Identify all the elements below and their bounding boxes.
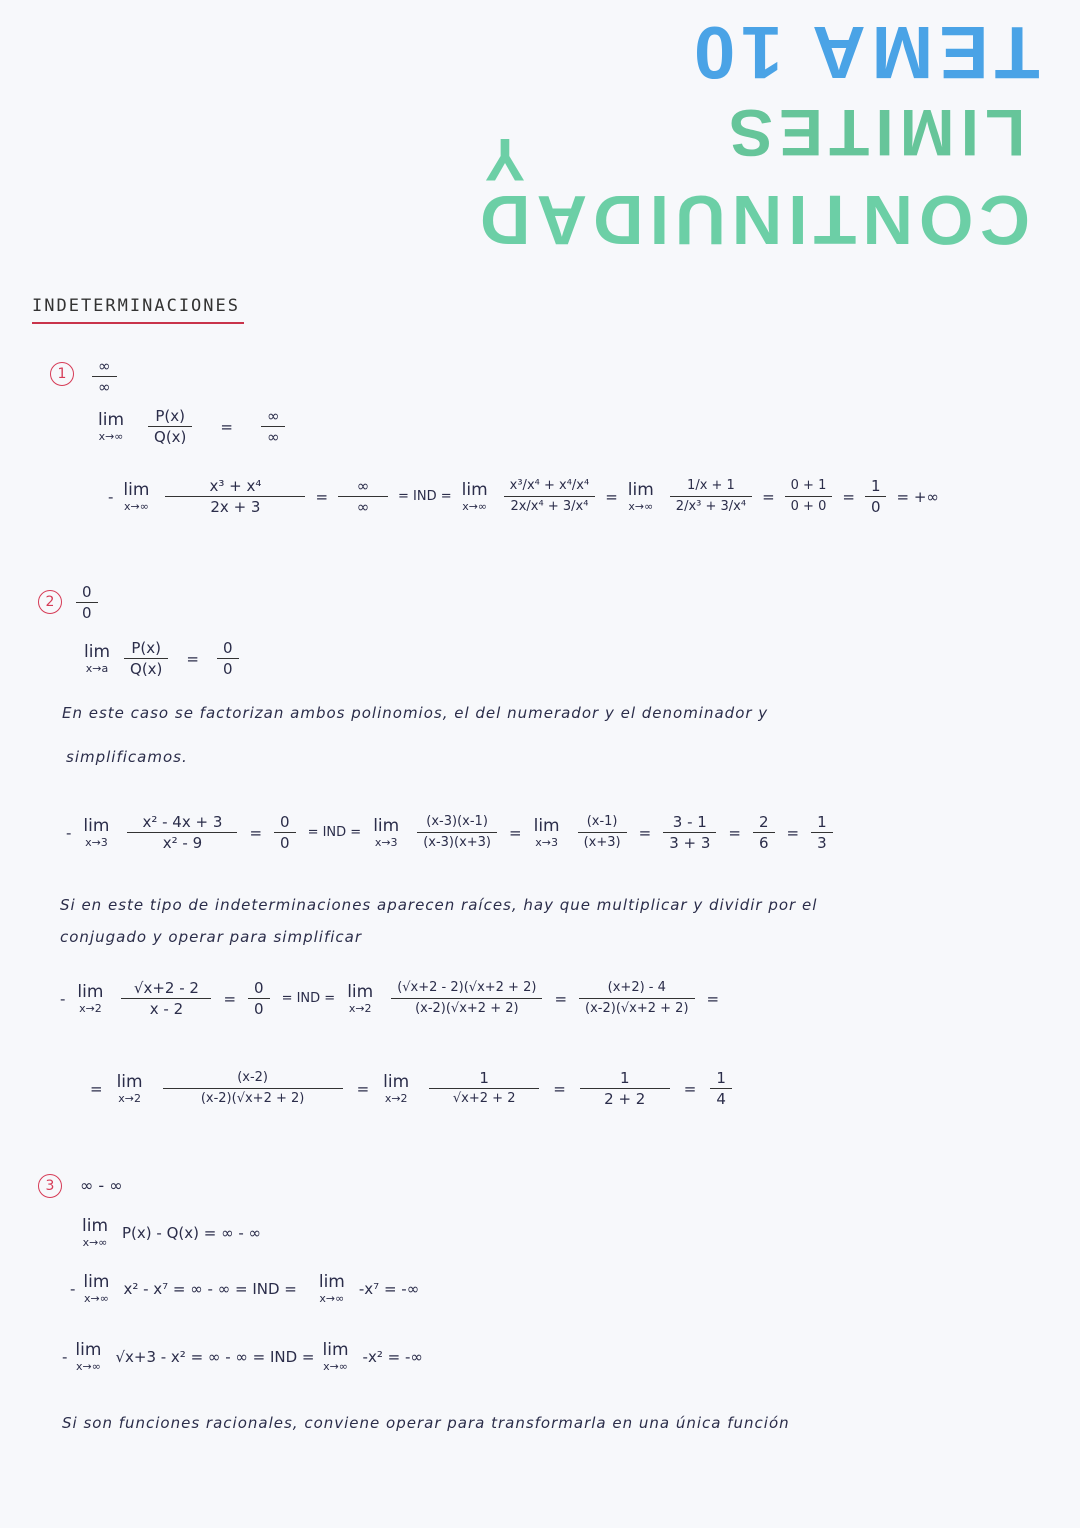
ex-step-top: x³/x⁴ + x⁴/x⁴ [509,478,590,493]
lim-word: lim [533,816,560,836]
equals: = [220,417,233,436]
form-top: 0 [82,583,92,601]
section-3-form: ∞ - ∞ [80,1176,123,1195]
gen-result-top: ∞ [266,407,280,425]
section-2-number: 2 [38,590,62,614]
ex2-expression: √x+3 - x² = ∞ - ∞ = IND = [115,1347,315,1366]
equals: = [706,989,720,1008]
lim-word: lim [77,982,104,1002]
equals: = [90,1079,103,1098]
gen-bottom: Q(x) [130,660,163,678]
lim-word: lim [83,816,110,836]
lim-word: lim [347,982,374,1002]
ex2-step3-top: (x-2) [237,1070,268,1085]
lim-word: lim [116,1072,143,1092]
ex2-step4-bottom: √x+2 + 2 [452,1091,516,1106]
section-2-roots-explanation: Si en este tipo de indeterminaciones aparecen raíces, hay que multiplicar y dividir por el [60,896,818,914]
lim-word: lim [123,480,150,500]
ind-label: = IND = [398,489,452,504]
equals: = [315,487,329,506]
form-bottom: ∞ [98,378,111,396]
title-and: Y [478,126,525,193]
ex1-limit: -x⁷ = -∞ [358,1279,420,1298]
ex-step4-bottom: 0 [870,498,881,516]
equals: = [786,823,800,842]
ex-step5-bottom: 3 [817,834,827,852]
section-heading: INDETERMINACIONES [32,296,240,316]
lim-sub: x→3 [85,836,108,849]
lim-word: lim [461,480,488,500]
section-3-explanation: Si son funciones racionales, conviene operar para transformarla en una única función [62,1414,790,1432]
ex-step4-top: 2 [758,813,769,831]
lim-sub: x→∞ [83,1292,109,1305]
lim-sub: x→∞ [82,1236,108,1249]
ex-step2-bottom: 2/x³ + 3/x⁴ [675,499,747,514]
title-line-1: TEMA 10 [688,11,1040,94]
lim-sub: x→∞ [628,500,654,513]
title-line-3: CONTINUIDAD [474,181,1030,259]
ex-step2-top: (x-1) [586,814,618,829]
ex-r1-bottom: 0 [280,834,290,852]
gen-bottom: Q(x) [154,428,187,446]
equals: = [249,823,263,842]
equals: = [356,1079,370,1098]
gen-result-bottom: 0 [222,660,233,678]
equals: = [638,823,652,842]
section-1-general [98,406,285,447]
ex-step3-bottom: 0 + 0 [790,499,827,514]
ex-r1-bottom: ∞ [356,498,370,516]
ex2-step2-top: (x+2) - 4 [607,980,666,995]
ex-step2-top: 1/x + 1 [687,478,735,493]
ind-label: = IND = [281,991,336,1006]
ex2-r1-bottom: 0 [254,1000,264,1018]
ex1-expression: x² - x⁷ = ∞ - ∞ = IND = [123,1279,297,1298]
gen-top: P(x) [155,407,186,425]
ex-step3-top: 3 - 1 [672,813,707,831]
ex2-bottom: x - 2 [149,1000,184,1018]
ex2-step-top: (√x+2 - 2)(√x+2 + 2) [397,980,537,995]
gen-result-top: 0 [222,639,233,657]
ex2-step4-top: 1 [479,1069,489,1087]
ex-dash: - [60,989,66,1008]
section-3-example-1 [70,1272,419,1305]
gen-top: P(x) [131,639,162,657]
ex2-step5-bottom: 2 + 2 [604,1090,646,1108]
equals: = [728,823,741,842]
ex-step-bottom: (x-3)(x+3) [423,835,492,850]
equals: = [605,487,618,506]
ex-top: x² - 4x + 3 [142,813,223,831]
lim-sub: x→3 [535,836,558,849]
lim-sub: x→∞ [319,1292,345,1305]
equals: = [223,989,237,1008]
lim-sub: x→2 [118,1092,141,1105]
ex-step-top: (x-3)(x-1) [426,814,488,829]
equals: = [762,487,775,506]
ex2-step3-bottom: (x-2)(√x+2 + 2) [200,1091,305,1106]
title-line-2: LIMITES [722,96,1025,170]
lim-word: lim [82,1216,109,1236]
section-2-example [66,812,833,853]
section-2-explanation: En este caso se factorizan ambos polinomios, el del numerador y el denominador y [62,704,769,722]
ex2-step5-top: 1 [619,1069,630,1087]
lim-sub: x→∞ [323,1360,348,1373]
ex-dash: - [66,823,72,842]
lim-word: lim [373,816,400,836]
ex-dash: - [70,1279,76,1298]
ex2-step-bottom: (x-2)(√x+2 + 2) [415,1001,519,1016]
gen-result-bottom: ∞ [266,428,280,446]
equals: = [186,649,199,668]
ex-result: = +∞ [896,487,939,506]
section-1-number: 1 [50,362,74,386]
lim-word: lim [383,1072,410,1092]
ex2-step6-top: 1 [716,1069,726,1087]
equals: = [842,487,855,506]
ex-step4-bottom: 6 [758,834,769,852]
equals: = [509,823,522,842]
equals: = [553,1079,566,1098]
lim-word: lim [84,642,111,662]
ex-step-bottom: 2x/x⁴ + 3/x⁴ [510,499,589,514]
lim-sub: x→∞ [462,500,488,513]
section-1-example [108,476,939,517]
ex-bottom: 2x + 3 [210,498,261,516]
ex-step4-top: 1 [870,477,881,495]
lim-sub: x→a [85,662,109,675]
ex-bottom: x² - 9 [162,834,203,852]
equals: = [554,989,568,1008]
lim-word: lim [83,1272,110,1292]
ex-step3-top: 0 + 1 [790,478,827,493]
ex-dash: - [108,487,114,506]
ex-top: x³ + x⁴ [209,477,262,495]
section-2-roots-example-cont [90,1068,732,1109]
ex2-step6-bottom: 4 [716,1090,726,1108]
lim-word: lim [98,410,125,430]
lim-sub: x→∞ [75,1360,101,1373]
section-2-form [76,582,98,623]
heading-underline [32,322,244,324]
form-bottom: 0 [82,604,92,622]
section-1-form [92,356,117,397]
lim-word: lim [75,1340,102,1360]
ex-r1-top: 0 [280,813,290,831]
lim-sub: x→3 [374,836,398,849]
ex2-limit: -x² = -∞ [362,1347,423,1366]
section-2-roots-example [60,978,719,1019]
section-2-general [84,638,239,679]
section-3-number: 3 [38,1174,62,1198]
lim-word: lim [627,480,654,500]
form-top: ∞ [98,357,111,375]
lim-sub: x→2 [79,1002,102,1015]
lim-sub: x→∞ [98,430,124,443]
ex-r1-top: ∞ [356,477,370,495]
ex-step3-bottom: 3 + 3 [669,834,711,852]
lim-sub: x→2 [348,1002,372,1015]
ex2-r1-top: 0 [254,979,264,997]
equals: = [683,1079,697,1098]
section-2-roots-explanation-cont: conjugado y operar para simplificar [60,928,362,946]
lim-word: lim [318,1272,345,1292]
section-3-example-2 [62,1340,423,1373]
lim-word: lim [322,1340,349,1360]
gen-expression: P(x) - Q(x) = ∞ - ∞ [122,1223,262,1242]
ex2-step2-bottom: (x-2)(√x+2 + 2) [585,1001,689,1016]
ex-step2-bottom: (x+3) [583,835,621,850]
ex-dash: - [62,1347,68,1366]
ex2-top: √x+2 - 2 [133,979,199,997]
lim-sub: x→∞ [123,500,149,513]
lim-sub: x→2 [384,1092,408,1105]
ex-step5-top: 1 [817,813,827,831]
ind-label: = IND = [307,825,362,840]
section-3-general [82,1216,261,1249]
section-2-explanation-cont: simplificamos. [66,748,188,766]
